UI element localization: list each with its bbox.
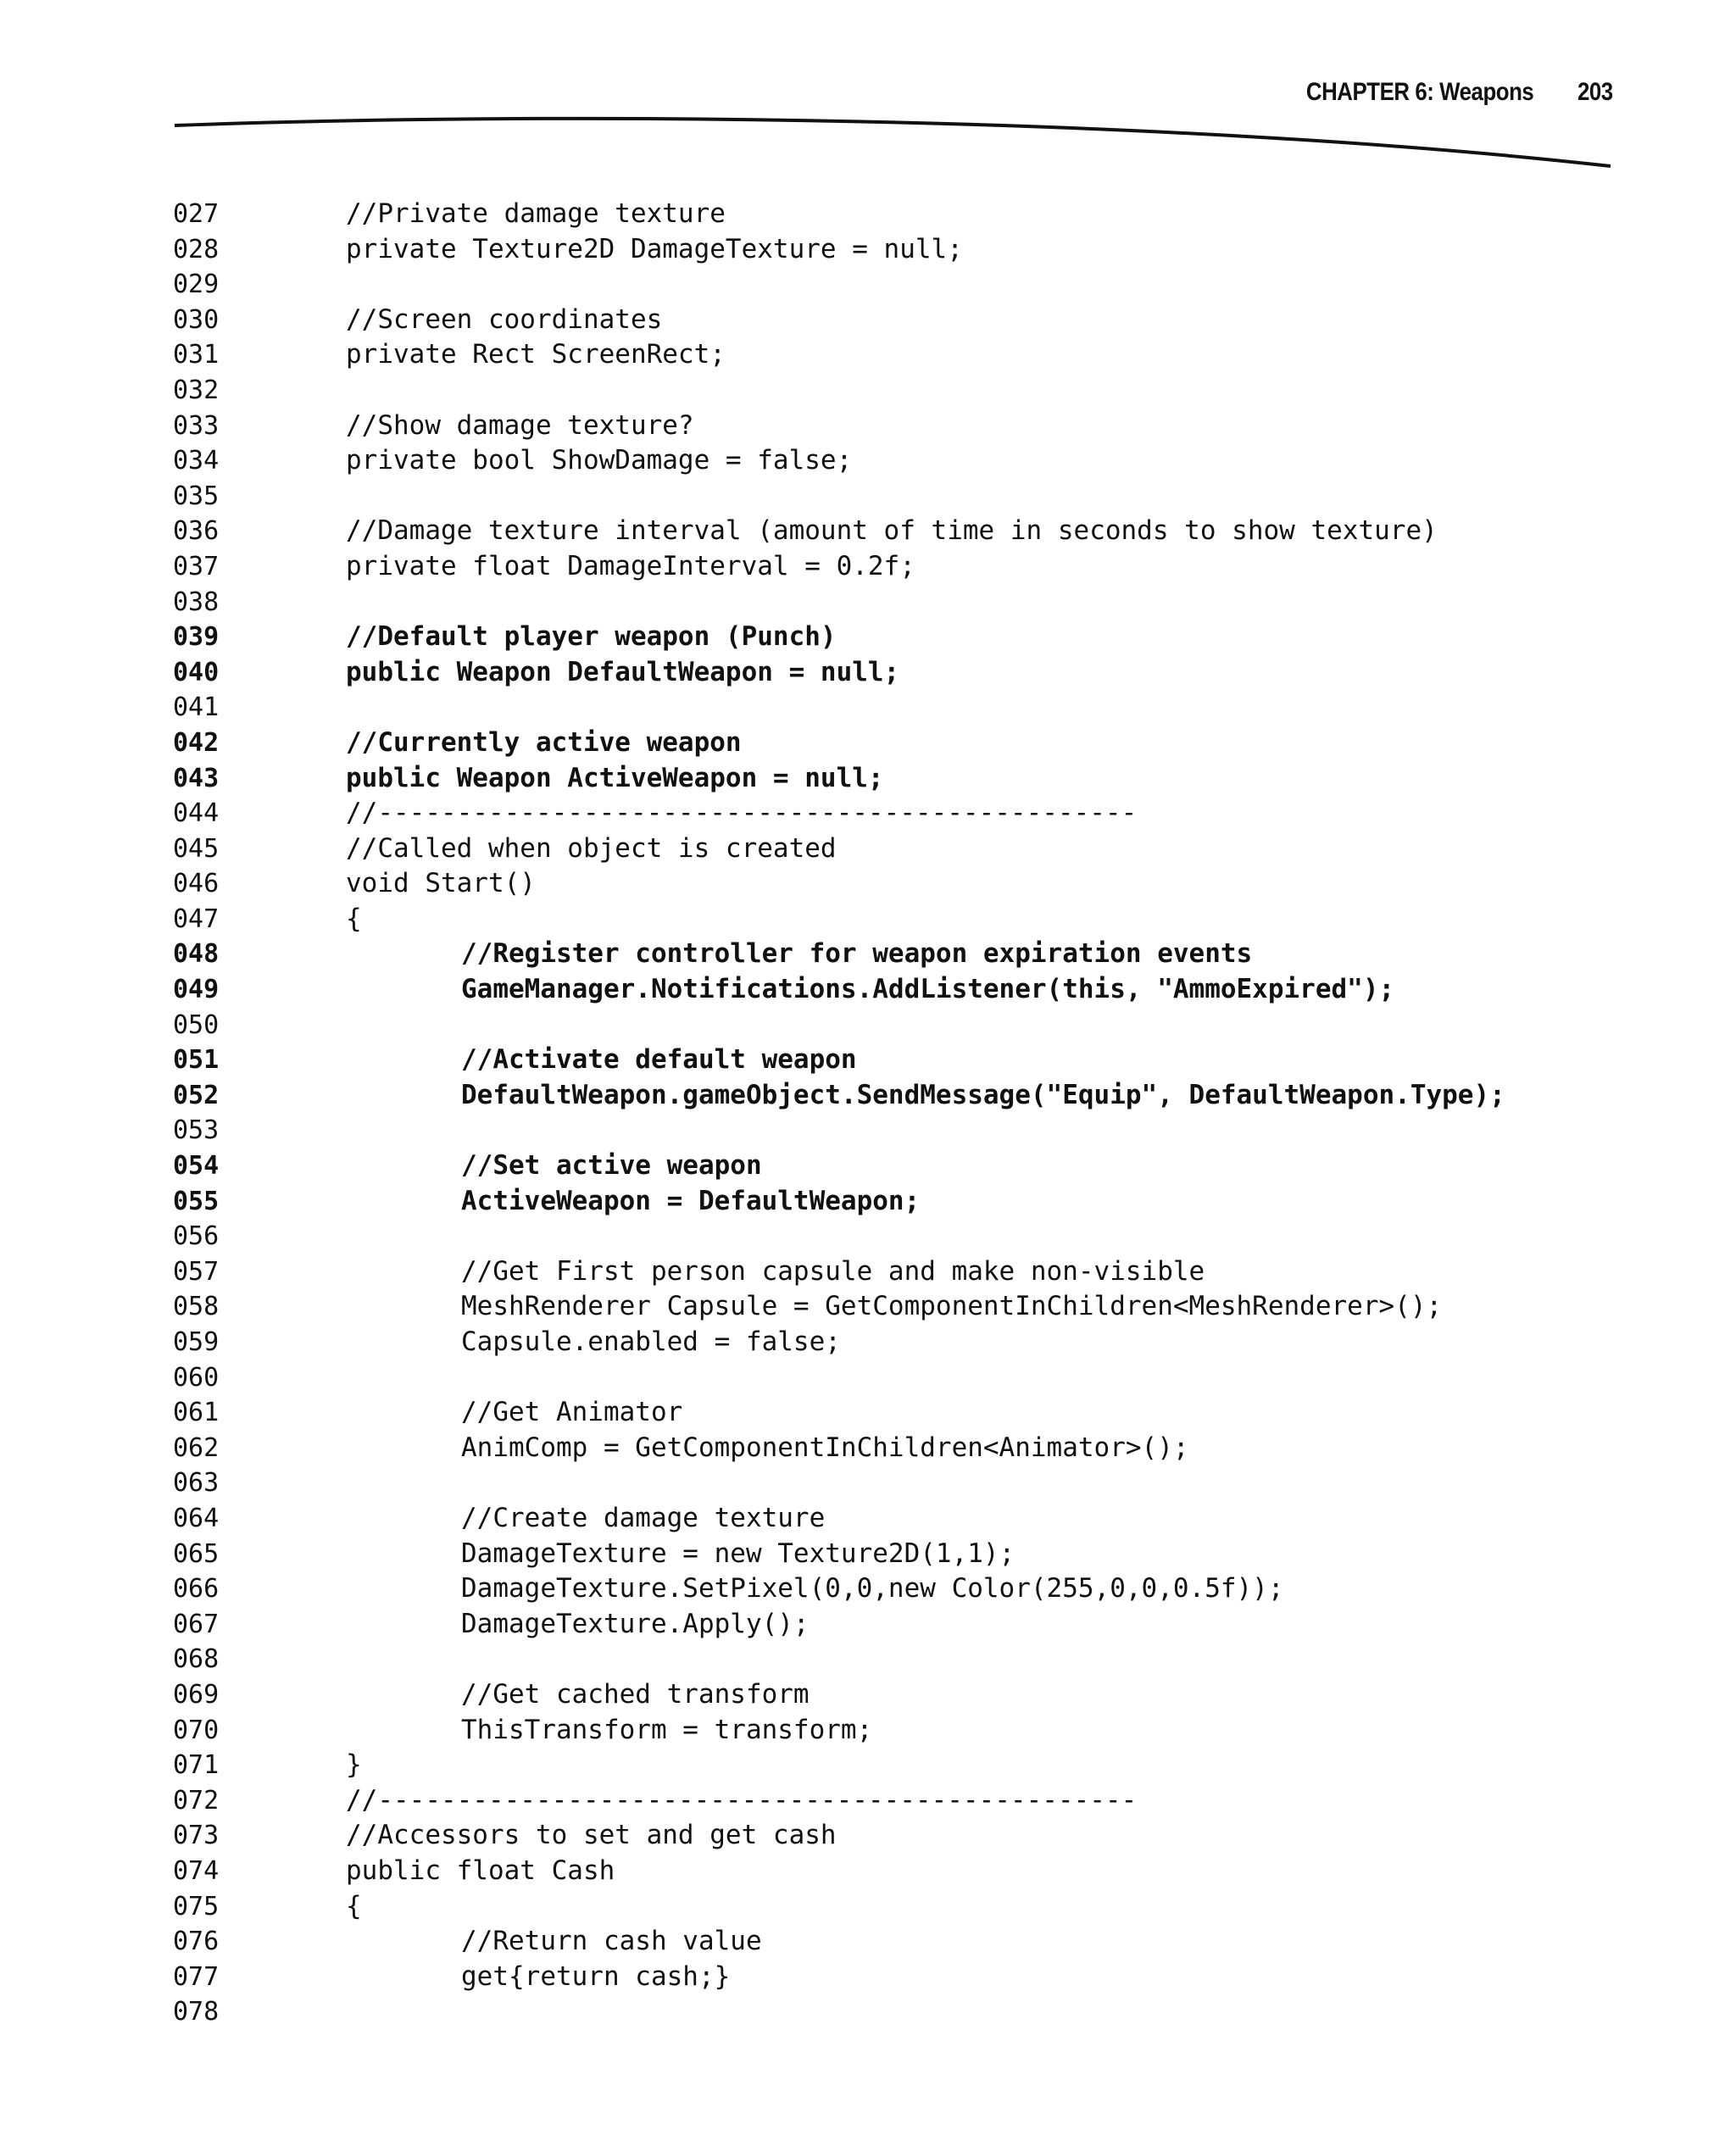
line-number: 063 [173, 1468, 220, 1499]
chapter-title: CHAPTER 6: Weapons [1306, 78, 1534, 106]
line-number: 077 [173, 1961, 220, 1992]
line-number: 027 [173, 199, 220, 229]
line-code-text: Capsule.enabled = false; [461, 1326, 841, 1357]
line-code-text: public Weapon DefaultWeapon = null; [346, 656, 900, 687]
line-code-text: //Get First person capsule and make non-visible [461, 1255, 1205, 1287]
code-line [173, 409, 1631, 444]
code-line [173, 1465, 1631, 1501]
code-line [173, 337, 1631, 373]
line-number: 055 [173, 1186, 220, 1216]
header-rule [0, 0, 1736, 220]
line-code-text: private Rect ScreenRect; [346, 339, 726, 370]
code-line [173, 655, 1631, 691]
line-number: 078 [173, 1997, 220, 2027]
line-number: 046 [173, 869, 220, 899]
line-number: 042 [173, 727, 220, 758]
page-number: 203 [1577, 78, 1613, 106]
line-number: 052 [173, 1080, 220, 1110]
line-code-text: DamageTexture.SetPixel(0,0,new Color(255,0,0,0.5f)); [461, 1573, 1284, 1604]
line-number: 033 [173, 410, 220, 441]
line-number: 037 [173, 551, 220, 581]
line-number: 036 [173, 516, 220, 547]
line-code-text: //Register controller for weapon expiration events [461, 938, 1253, 970]
line-code-text: //Set active weapon [461, 1150, 762, 1182]
line-number: 043 [173, 763, 220, 793]
line-number: 064 [173, 1503, 220, 1533]
line-code-text: ActiveWeapon = DefaultWeapon; [461, 1185, 921, 1216]
line-code-text: MeshRenderer Capsule = GetComponentInChildren<MeshRenderer>(); [461, 1291, 1443, 1322]
line-number: 051 [173, 1045, 220, 1076]
line-code-text: ThisTransform = transform; [461, 1714, 873, 1745]
line-code-text: //Activate default weapon [461, 1044, 857, 1076]
code-line [173, 1571, 1631, 1607]
code-line [173, 1994, 1631, 2030]
code-line [173, 1783, 1631, 1819]
line-number: 035 [173, 481, 220, 511]
line-code-text: private float DamageInterval = 0.2f; [346, 550, 915, 581]
line-number: 030 [173, 304, 220, 335]
code-line [173, 1642, 1631, 1677]
code-line [173, 1924, 1631, 1960]
line-code-text: public float Cash [346, 1855, 615, 1886]
code-line [173, 585, 1631, 620]
line-code-text: //Private damage texture [346, 198, 726, 229]
code-line [173, 1254, 1631, 1290]
line-number: 045 [173, 833, 220, 864]
line-code-text: { [346, 903, 362, 934]
code-line [173, 1431, 1631, 1466]
line-code-text: void Start() [346, 868, 536, 899]
running-header [1306, 78, 1613, 107]
line-number: 047 [173, 904, 220, 934]
line-code-text: DamageTexture = new Texture2D(1,1); [461, 1538, 1015, 1569]
code-line [173, 620, 1631, 655]
line-number: 067 [173, 1609, 220, 1639]
code-line [173, 1113, 1631, 1148]
code-line [173, 902, 1631, 937]
line-number: 032 [173, 375, 220, 405]
code-line [173, 1677, 1631, 1713]
line-code-text: //Get cached transform [461, 1678, 810, 1710]
code-line [173, 1607, 1631, 1643]
line-number: 066 [173, 1574, 220, 1604]
line-number: 039 [173, 622, 220, 653]
line-number: 029 [173, 270, 220, 300]
code-line [173, 1289, 1631, 1325]
code-listing [173, 197, 1631, 2030]
code-line [173, 866, 1631, 902]
code-line [173, 1748, 1631, 1783]
code-line [173, 267, 1631, 303]
line-code-text: DefaultWeapon.gameObject.SendMessage("Equip", DefaultWeapon.Type); [461, 1079, 1505, 1110]
code-line [173, 373, 1631, 409]
code-line [173, 1325, 1631, 1360]
code-line [173, 761, 1631, 797]
code-line [173, 1960, 1631, 1995]
line-code-text: //Accessors to set and get cash [346, 1820, 837, 1851]
code-line [173, 1889, 1631, 1925]
line-number: 056 [173, 1221, 220, 1252]
line-code-text: //Damage texture interval (amount of time in seconds to show texture) [346, 515, 1438, 547]
code-line [173, 831, 1631, 867]
line-code-text: //Currently active weapon [346, 726, 742, 758]
code-line [173, 937, 1631, 972]
line-number: 041 [173, 692, 220, 723]
line-number: 075 [173, 1891, 220, 1921]
code-line [173, 690, 1631, 726]
code-line [173, 1078, 1631, 1114]
line-code-text: get{return cash;} [461, 1960, 731, 1992]
code-line [173, 1043, 1631, 1078]
line-number: 053 [173, 1115, 220, 1146]
line-number: 072 [173, 1785, 220, 1816]
code-line [173, 1219, 1631, 1254]
line-number: 068 [173, 1644, 220, 1675]
code-line [173, 1395, 1631, 1431]
line-number: 040 [173, 657, 220, 687]
line-number: 076 [173, 1927, 220, 1957]
line-number: 028 [173, 234, 220, 264]
line-code-text: //Screen coordinates [346, 303, 663, 335]
code-line [173, 443, 1631, 479]
line-code-text: //------------------------------------------------ [346, 1784, 1138, 1816]
code-line [173, 1008, 1631, 1043]
line-number: 074 [173, 1855, 220, 1886]
code-line [173, 1360, 1631, 1396]
line-code-text: //------------------------------------------------ [346, 798, 1138, 829]
line-code-text: AnimComp = GetComponentInChildren<Animator>(); [461, 1432, 1189, 1463]
line-number: 069 [173, 1679, 220, 1710]
line-code-text: public Weapon ActiveWeapon = null; [346, 762, 884, 793]
line-number: 065 [173, 1538, 220, 1569]
line-number: 062 [173, 1432, 220, 1463]
line-code-text: //Get Animator [461, 1397, 683, 1428]
code-line [173, 479, 1631, 514]
line-code-text: GameManager.Notifications.AddListener(this, "AmmoExpired"); [461, 974, 1395, 1005]
code-line [173, 232, 1631, 268]
line-number: 061 [173, 1398, 220, 1428]
code-line [173, 1537, 1631, 1572]
line-code-text: private bool ShowDamage = false; [346, 445, 853, 476]
line-number: 059 [173, 1327, 220, 1357]
line-code-text: //Show damage texture? [346, 409, 694, 441]
line-number: 049 [173, 975, 220, 1005]
code-line [173, 796, 1631, 831]
code-line [173, 1818, 1631, 1854]
code-line [173, 1854, 1631, 1889]
line-number: 050 [173, 1009, 220, 1040]
line-number: 048 [173, 939, 220, 970]
line-number: 071 [173, 1750, 220, 1781]
line-code-text: //Default player weapon (Punch) [346, 621, 837, 653]
line-number: 060 [173, 1362, 220, 1393]
line-code-text: //Called when object is created [346, 832, 837, 864]
code-line [173, 1501, 1631, 1537]
line-number: 058 [173, 1292, 220, 1322]
code-line [173, 1184, 1631, 1220]
line-number: 034 [173, 446, 220, 476]
code-line [173, 726, 1631, 761]
code-line [173, 549, 1631, 585]
line-code-text: DamageTexture.Apply(); [461, 1608, 810, 1639]
line-code-text: { [346, 1890, 362, 1921]
line-code-text: //Return cash value [461, 1926, 762, 1957]
line-code-text: //Create damage texture [461, 1502, 826, 1533]
code-line [173, 1713, 1631, 1749]
line-code-text: } [346, 1749, 362, 1781]
line-number: 044 [173, 798, 220, 829]
line-code-text: private Texture2D DamageTexture = null; [346, 233, 963, 264]
code-line [173, 303, 1631, 338]
line-number: 073 [173, 1821, 220, 1851]
code-line [173, 197, 1631, 232]
line-number: 031 [173, 340, 220, 370]
code-line [173, 514, 1631, 549]
line-number: 057 [173, 1256, 220, 1287]
line-number: 038 [173, 587, 220, 617]
line-number: 070 [173, 1715, 220, 1745]
code-line [173, 972, 1631, 1008]
line-number: 054 [173, 1151, 220, 1182]
code-line [173, 1148, 1631, 1184]
